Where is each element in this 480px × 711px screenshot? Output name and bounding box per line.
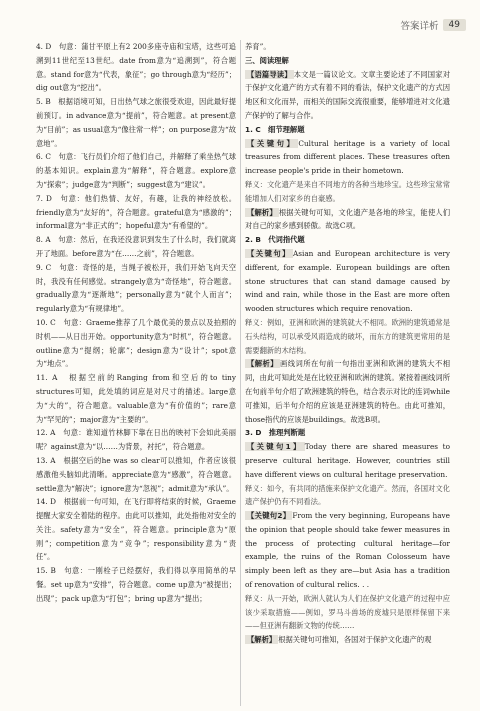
paragraph-tag: 【语篇导读】 — [247, 69, 292, 79]
answer-item: 5. B 根据语境可知，日出热气球之旅很受欢迎，因此最好提前预订。in advance意为“提前”，符合题意。at present意为“目前”；as usual意为“像往常一样”；on purpose意为“故意地”。 — [36, 97, 236, 148]
answer-item: 8. A 句意：然后，在我还没意识到发生了什么时，我们就离开了地面。before意为“在……之前”，符合题意。 — [36, 235, 236, 258]
tagged-paragraph — [245, 68, 450, 123]
header-title: 答案详析 — [400, 21, 439, 32]
tagged-paragraph — [245, 206, 450, 234]
translation-note: 释义：从一开始，欧洲人就认为人们在保护文化遗产的过程中应该少采取措施——例如，罗马斗兽场的废墟只是原样保留下来——但亚洲有翻新文物的传统…… — [245, 593, 450, 631]
paragraph-text: Asian and European architecture is very different, for example. European buildings are often stone structures that can stand damage caused by wind and rain, while those in the East are more often wooden structures which require renovation. — [245, 248, 450, 314]
answer-item: 15. B 句意：一刚栓子已经摆好，我们得以享用简单的早餐。set up意为“安排”，符合题意。come up意为“被提出；出现”；pack up意为“打包”；bring up意为“提出； — [36, 566, 236, 603]
left-column — [36, 40, 236, 708]
answer-item: 14. D 根据前一句可知，在飞行即将结束的时候，Graeme提醒大家安全着陆的程序。由此可以推知，此处指他对安全的关注。safety意为“安全”，符合题意。principle意为“原则”；competition意为“竞争”；responsibility意为“责任”。 — [36, 497, 236, 562]
paragraph-text: 画线词所在句前一句指出亚洲和欧洲的建筑大不相同，由此可知此处是在比较亚洲和欧洲的建筑。紧接着画线词所在句前半句介绍了欧洲建筑的特色，结合表示对比的连词while可推知，后半句介绍的应该是亚洲建筑的特色。由此可推知，those指代的应该是buildings。故选B项。 — [245, 359, 450, 424]
paragraph-tag: 【关键句2】 — [247, 511, 291, 521]
tagged-paragraph — [245, 137, 450, 178]
paragraph-text: Today there are shared measures to preserve cultural heritage. However, countries still have different views on cultural heritage preservation. — [245, 442, 450, 479]
answer-item: 9. C 句意：奇怪的是，当绳子被松开，我们开始飞向天空时，我没有任何感觉。strangely意为“奇怪地”，符合题意。gradually意为“逐渐地”；personally意为“就个人而言”；regularly意为“有规律地”。 — [36, 262, 236, 314]
page-number: 49 — [443, 19, 466, 31]
tagged-paragraph — [245, 357, 450, 426]
paragraph-tag: 【关键句】 — [247, 138, 297, 148]
tagged-paragraph — [245, 509, 450, 592]
question-caption: 2. B 代词指代题 — [245, 235, 305, 245]
paragraph-tag: 【关键句】 — [247, 248, 291, 258]
question-caption: 1. C 细节理解题 — [245, 124, 305, 134]
translation-note: 释义：文化遗产是来自不同地方的各种当地珍宝。这些珍宝常常能增加人们对家乡的自豪感。 — [245, 179, 450, 203]
translation-note: 释义：如今，有共同的措施来保护文化遗产。然而，各国对文化遗产保护仍有不同看法。 — [245, 483, 450, 507]
answer-item: 4. D 句意：蒲甘平原上有2 200多座寺庙和宝塔，这些可追溯到11世纪至13世纪。date from意为“追溯到”，符合题意。stand for意为“代表，象征”；go through意为“经历”；dig out意为“挖出”。 — [36, 42, 236, 93]
tagged-paragraph — [245, 247, 450, 316]
answer-item: 12. A 句意：谁知道竹林脚下靠在日出的映衬下会如此美丽呢？against意为“以……为背景，衬托”，符合题意。 — [36, 428, 236, 452]
paragraph-tag: 【关键句1】 — [247, 442, 303, 452]
paragraph-text: From the very beginning, Europeans have the opinion that people should take fewer measures in the process of protecting cultural heritage—for example, the ruins of the Roman Colosseum have simply been left as they are—but Asia has a tradition of renovation of cultural relics. . . — [245, 511, 450, 590]
paragraph-tag: 【解析】 — [247, 207, 277, 217]
paragraph-tag: 【解析】 — [247, 635, 277, 645]
text-line: 养育”。 — [245, 42, 271, 51]
answer-item: 11. A 根据空前的Ranging from和空后的to tiny structures可知，此处填的词应是对尺寸的描述。large意为“大的”，符合题意。valuable意为“有价值的”；rare意为“罕见的”；major意为“主要的”。 — [36, 373, 236, 424]
paragraph-tag: 【解析】 — [247, 359, 278, 369]
tagged-paragraph — [245, 633, 450, 647]
column-divider — [240, 40, 241, 706]
answer-item: 6. C 句意：飞行员们介绍了他们自己，并解释了乘坐热气球的基本知识。explain意为“解释”，符合题意。explore意为“探索”；judge意为“判断”；suggest意为“建议”。 — [36, 152, 236, 189]
answer-item: 13. A 根据空后的he was so clear可以推知，作者应该很感激他头脑如此清晰。appreciate意为“感激”，符合题意。settle意为“解决”；ignore意为“忽视”；admit意为“承认”。 — [36, 455, 236, 493]
page-header — [401, 18, 466, 32]
answer-item: 10. C 句意：Graeme推荐了几个最优美的景点以及拍照的时机——从日出开始。opportunity意为“时机”，符合题意。outline意为“提纲；轮廓”；design意为“设计”；spot意为“地点”。 — [36, 317, 236, 369]
question-caption: 3. D 推理判断题 — [245, 428, 306, 438]
tagged-paragraph — [245, 440, 450, 481]
paragraph-text: 根据关键句可推知，各国对于保护文化遗产的观 — [278, 635, 432, 645]
section-heading: 三、阅读理解 — [245, 55, 289, 65]
translation-note: 释义：例如，亚洲和欧洲的建筑就大不相同。欧洲的建筑通常是石头结构，可以承受风雨造成的破坏，而东方的建筑更常用的是需要翻新的木结构。 — [245, 317, 450, 355]
paragraph-text: 本文是一篇议论文。文章主要论述了不同国家对于保护文化遗产的方式有着不同的看法，保护文化遗产的方式因地区和文化而异，而相关的国际交流很重要，能够增进对文化遗产保护的了解与合作。 — [245, 69, 450, 120]
paragraph-text: Cultural heritage is a variety of local treasures from different places. These treasures often increase people's pride in their hometown. — [245, 138, 450, 176]
paragraph-text: 根据关键句可知，文化遗产是各地的珍宝，能使人们对自己的家乡感到骄傲。故选C项。 — [245, 207, 450, 231]
answer-item: 7. D 句意：他们热情、友好，有趣，让我的神经放松。friendly意为“友好的”，符合题意。grateful意为“感激的”；informal意为“非正式的”；hopeful意为“有希望的”。 — [36, 193, 236, 231]
right-column — [245, 40, 450, 708]
